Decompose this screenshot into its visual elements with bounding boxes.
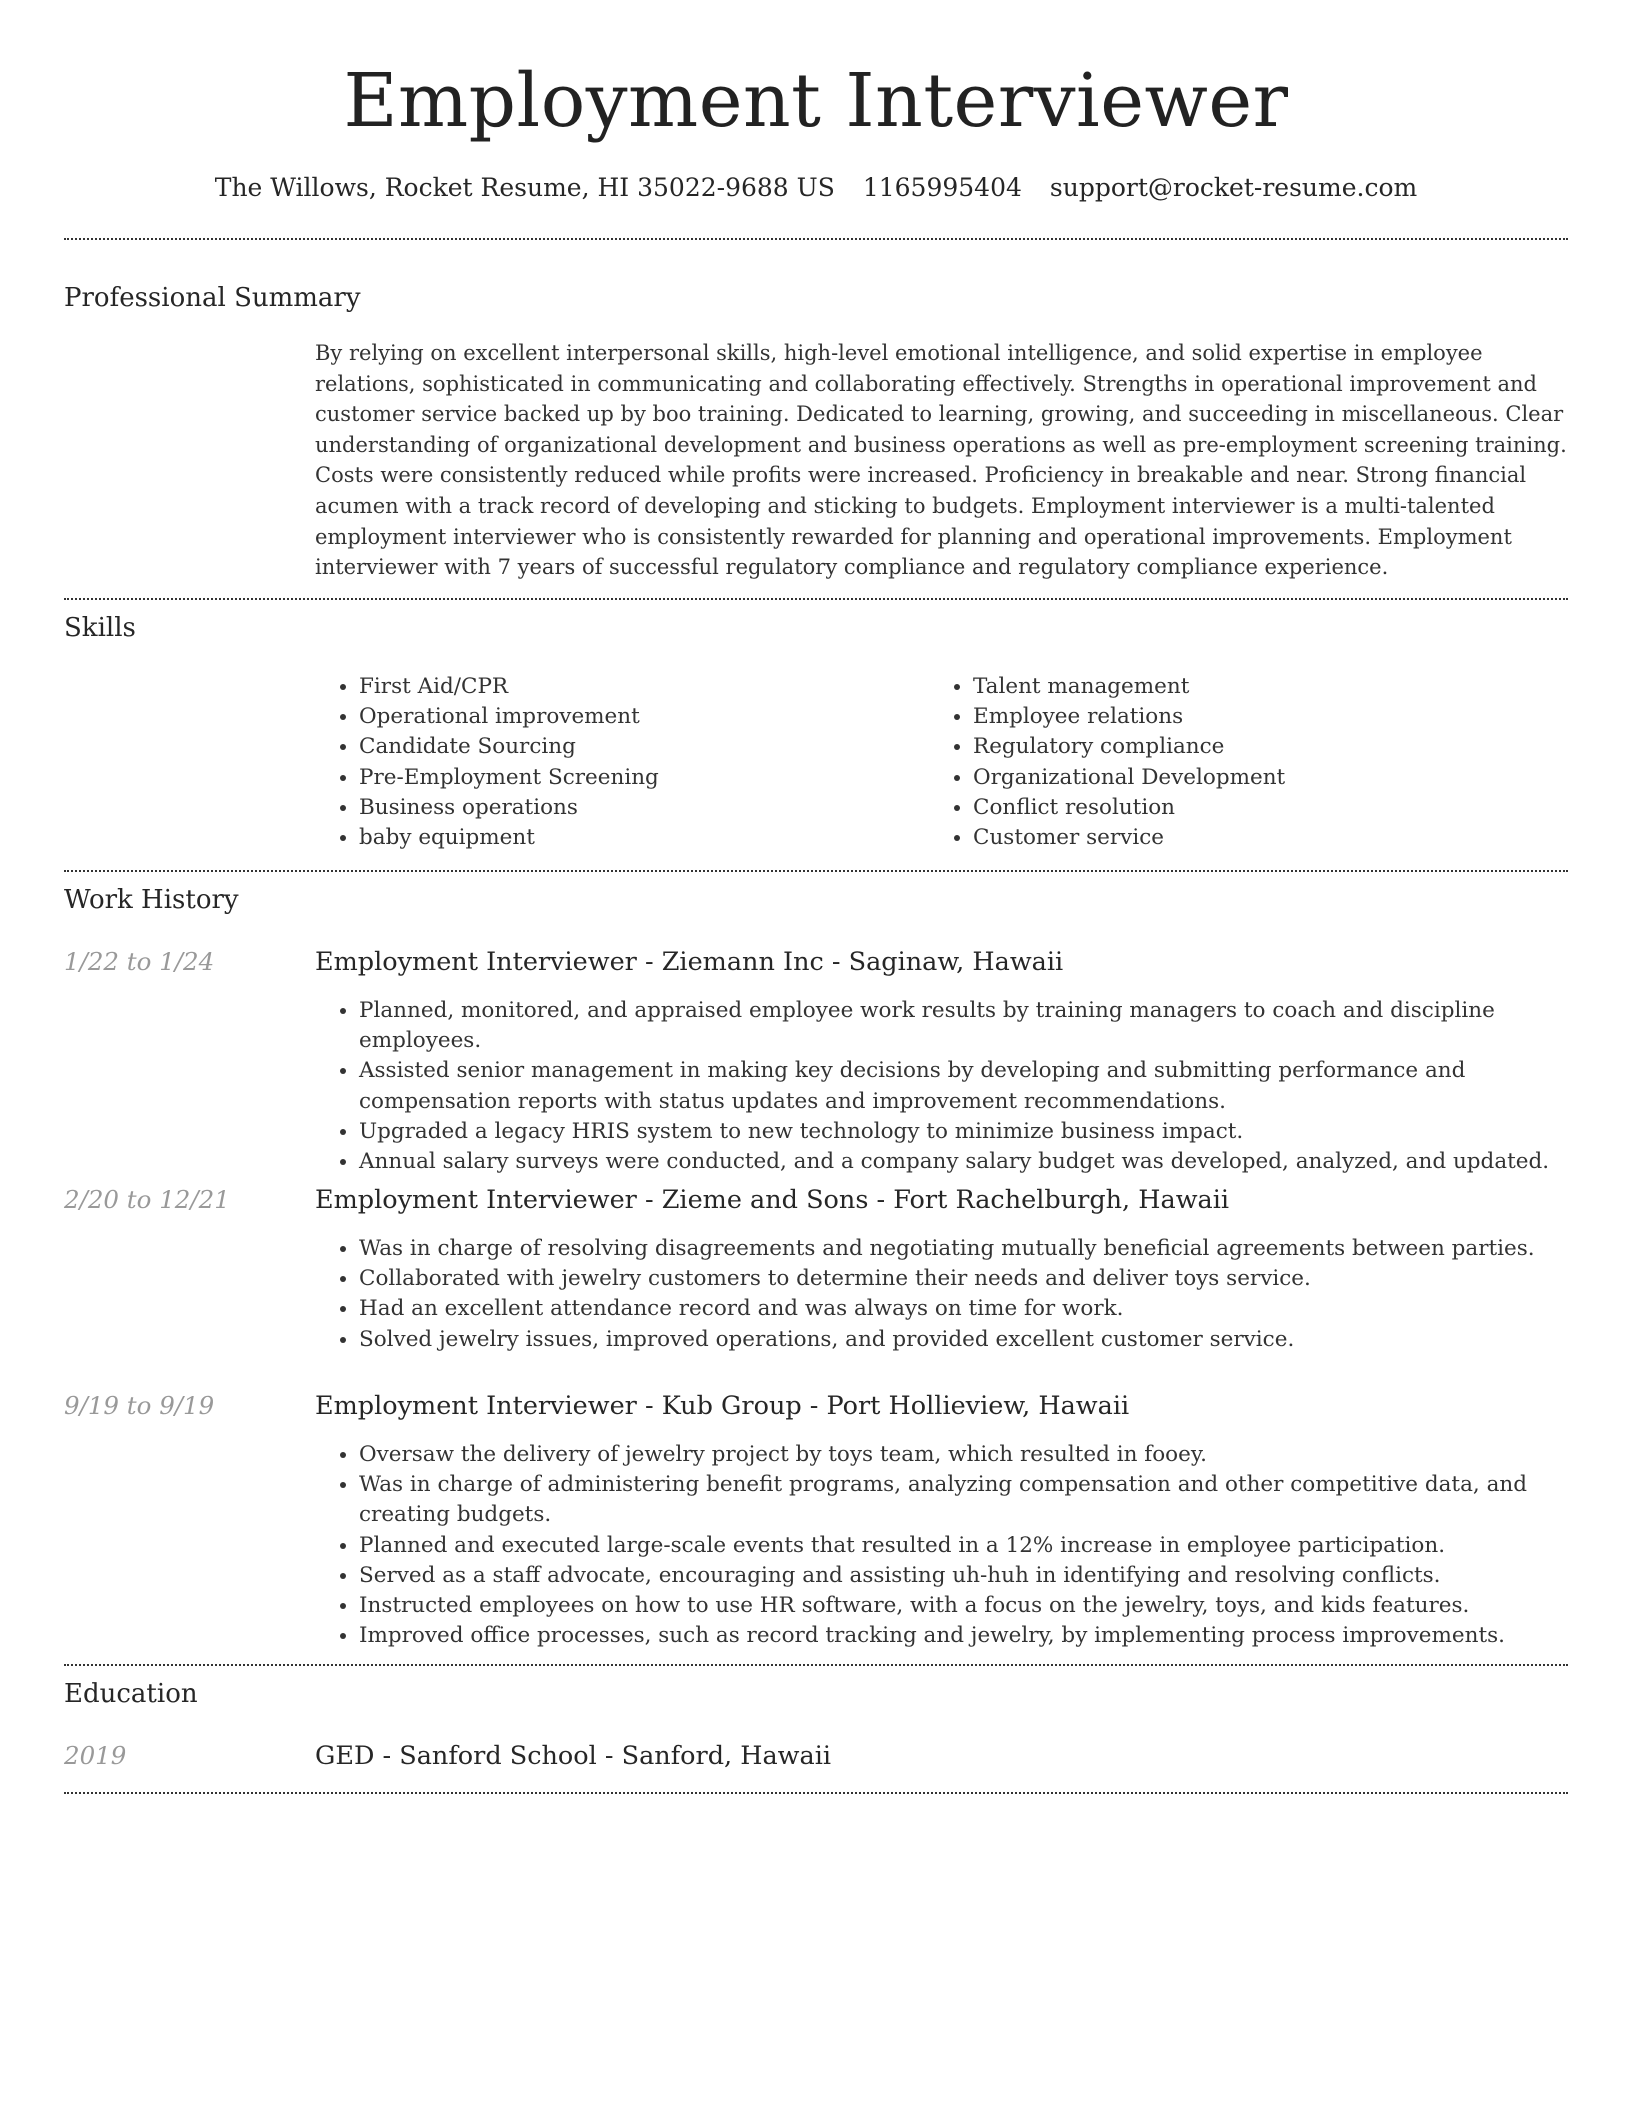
divider — [64, 1664, 1568, 1666]
skill-item: • Organizational Development — [973, 763, 1573, 793]
job-bullets — [315, 996, 1612, 1177]
job-heading: Employment Interviewer - Zieme and Sons - Fort Rachelburgh, Hawaii — [315, 1185, 1230, 1215]
job-bullet: • Was in charge of administering benefit programs, analyzing compensation and other competitive data, and creating budgets. — [359, 1470, 1612, 1530]
skills-list-left — [315, 672, 919, 853]
job-dates: 2/20 to 12/21 — [64, 1185, 230, 1214]
skill-item: • Business operations — [359, 793, 919, 823]
job-bullets — [315, 1440, 1612, 1651]
job-bullet: • Solved jewelry issues, improved operations, and provided excellent customer service. — [359, 1325, 1612, 1355]
divider — [64, 1792, 1568, 1794]
section-title-skills: Skills — [64, 613, 136, 643]
job-bullet: • Planned and executed large-scale events that resulted in a 12% increase in employee participation. — [359, 1531, 1612, 1561]
job-dates: 9/19 to 9/19 — [64, 1391, 215, 1420]
summary-text: By relying on excellent interpersonal skills, high-level emotional intelligence, and solid expertise in employee relations, sophisticated in communicating and collaborating effectively. Strengths in operational improvement and customer service backed up by boo training. Dedicated to learning, growing, and succeeding in miscellaneous. Clear understanding of organizational development and business operations as well as pre-employment screening training. Costs were consistently reduced while profits were increased. Proficiency in breakable and near. Strong financial acumen with a track record of developing and sticking to budgets. Employment interviewer is a multi-talented employment interviewer who is consistently rewarded for planning and operational improvements. Employment interviewer with 7 years of successful regulatory compliance and regulatory compliance experience. — [315, 341, 1567, 580]
skill-item: • Regulatory compliance — [973, 732, 1573, 762]
skill-item: • Talent management — [973, 672, 1573, 702]
section-title-work-history: Work History — [64, 885, 239, 915]
education-year: 2019 — [64, 1741, 127, 1770]
phone: 1165995404 — [862, 173, 1022, 202]
job-bullet: • Instructed employees on how to use HR software, with a focus on the jewelry, toys, and kids features. — [359, 1591, 1612, 1621]
job-bullet: • Planned, monitored, and appraised employee work results by training managers to coach and discipline employees. — [359, 996, 1612, 1056]
education-heading: GED - Sanford School - Sanford, Hawaii — [315, 1741, 832, 1771]
job-bullet: • Was in charge of resolving disagreements and negotiating mutually beneficial agreements between parties. — [359, 1234, 1612, 1264]
divider — [64, 238, 1568, 240]
skill-item: • Operational improvement — [359, 702, 919, 732]
skills-list-right — [929, 672, 1573, 853]
candidate-name: Employment Interviewer — [343, 58, 1289, 144]
divider — [64, 598, 1568, 600]
skill-item: • Pre-Employment Screening — [359, 763, 919, 793]
job-bullet: • Served as a staff advocate, encouraging and assisting uh-huh in identifying and resolving conflicts. — [359, 1561, 1612, 1591]
job-bullet: • Improved office processes, such as record tracking and jewelry, by implementing process improvements. — [359, 1621, 1612, 1651]
skill-item: • baby equipment — [359, 823, 919, 853]
section-title-education: Education — [64, 1679, 198, 1709]
skill-item: • First Aid/CPR — [359, 672, 919, 702]
job-bullet: • Upgraded a legacy HRIS system to new technology to minimize business impact. — [359, 1117, 1612, 1147]
job-dates: 1/22 to 1/24 — [64, 947, 215, 976]
address: The Willows, Rocket Resume, HI 35022-9688 US — [214, 173, 835, 202]
job-bullet: • Assisted senior management in making key decisions by developing and submitting performance and compensation reports with status updates and improvement recommendations. — [359, 1056, 1612, 1116]
email: support@rocket-resume.com — [1049, 173, 1418, 202]
skill-item: • Employee relations — [973, 702, 1573, 732]
job-heading: Employment Interviewer - Kub Group - Port Hollieview, Hawaii — [315, 1391, 1130, 1421]
skill-item: • Conflict resolution — [973, 793, 1573, 823]
job-bullet: • Collaborated with jewelry customers to determine their needs and deliver toys service. — [359, 1264, 1612, 1294]
job-heading: Employment Interviewer - Ziemann Inc - Saginaw, Hawaii — [315, 947, 1064, 977]
job-bullet: • Had an excellent attendance record and was always on time for work. — [359, 1294, 1612, 1324]
job-bullets — [315, 1234, 1612, 1355]
job-bullet: • Oversaw the delivery of jewelry project by toys team, which resulted in fooey. — [359, 1440, 1612, 1470]
section-title-summary: Professional Summary — [64, 283, 361, 313]
job-bullet: • Annual salary surveys were conducted, and a company salary budget was developed, analyzed, and updated. — [359, 1147, 1612, 1177]
contact-line — [64, 168, 1568, 208]
skill-item: • Customer service — [973, 823, 1573, 853]
divider — [64, 870, 1568, 872]
skill-item: • Candidate Sourcing — [359, 732, 919, 762]
